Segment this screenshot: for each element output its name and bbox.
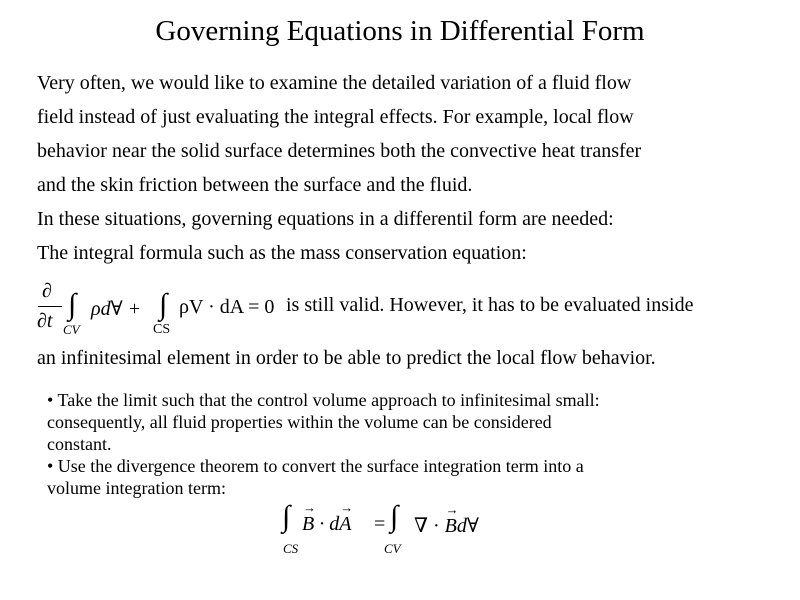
flux-term: ρV · dA = 0 [179, 296, 275, 318]
partial-numerator: ∂ [42, 280, 52, 302]
after-equation-text [37, 341, 656, 375]
bullet-list [47, 389, 767, 499]
volume-integral-sign: ∫ [390, 500, 399, 533]
bullet-line: • Use the divergence theorem to convert the surface integration term into a [47, 456, 584, 476]
cv-subscript: CV [384, 541, 401, 556]
intro-line: and the skin friction between the surface and the fluid. [37, 174, 473, 196]
bullet-line: • Take the limit such that the control volume approach to infinitesimal small: [47, 390, 600, 410]
cs-subscript: CS [283, 541, 299, 556]
volume-integral-sign: ∫ [68, 288, 77, 321]
surface-integrand [302, 513, 351, 536]
d-volume: d∀ [456, 515, 479, 537]
bullet-line: volume integration term: [47, 478, 226, 498]
vector-a: → A [339, 513, 351, 536]
intro-line: In these situations, governing equations in a differentil form are needed: [37, 208, 614, 230]
cv-subscript: CV [63, 322, 80, 337]
dot-d: · d [314, 513, 340, 535]
nabla-dot: ∇ · [414, 515, 445, 537]
mass-conservation-equation [37, 282, 777, 342]
divergence-theorem-equation [282, 500, 522, 560]
equation-trailing-text: is still valid. However, it has to be evaluated inside [286, 294, 694, 316]
intro-line: behavior near the solid surface determines both the convective heat transfer [37, 140, 642, 162]
vector-b: → B [445, 515, 457, 538]
intro-line: Very often, we would like to examine the detailed variation of a fluid flow [37, 72, 632, 94]
slide-title: Governing Equations in Differential Form [155, 15, 645, 47]
vector-b: → B [302, 513, 314, 536]
intro-paragraph [37, 66, 641, 270]
volume-term: ρd∀ + [91, 298, 142, 320]
bullet-line: consequently, all fluid properties within the volume can be considered [47, 412, 552, 432]
intro-line: field instead of just evaluating the integral effects. For example, local flow [37, 106, 634, 128]
cs-subscript: CS [153, 322, 171, 337]
surface-integral-sign: ∫ [159, 288, 168, 321]
partial-denominator: ∂t [37, 310, 53, 332]
bullet-line: constant. [47, 434, 112, 454]
after-equation-line: an infinitesimal element in order to be able to predict the local flow behavior. [37, 347, 656, 369]
volume-integrand [414, 513, 479, 538]
surface-integral-sign: ∫ [282, 500, 291, 533]
fraction-bar [38, 306, 62, 307]
intro-line: The integral formula such as the mass conservation equation: [37, 242, 527, 264]
equals-sign: = [374, 513, 386, 535]
